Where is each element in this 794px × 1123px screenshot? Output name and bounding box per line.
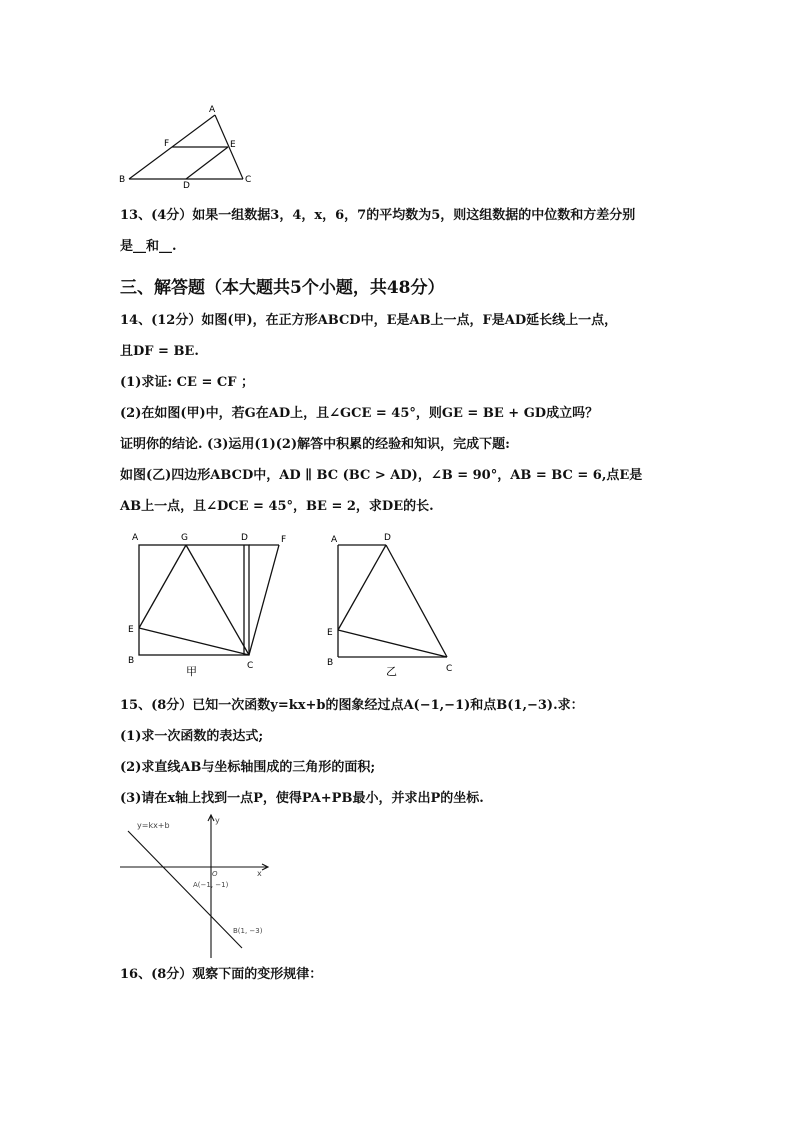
label-A: A: [209, 105, 216, 115]
yi-caption: 乙: [386, 665, 397, 678]
jia-label-D: D: [241, 533, 248, 543]
q14-line7: AB上一点，且∠DCE = 45°，BE = 2，求DE的长.: [120, 499, 434, 514]
yi-label-A: A: [331, 535, 338, 545]
yi-label-D: D: [384, 533, 391, 543]
function-line: [128, 831, 242, 948]
yi-label-B: B: [327, 658, 334, 668]
jia-label-C: C: [247, 661, 254, 671]
q14-line4: (2)在如图(甲)中，若G在AD上，且∠GCE = 45°，则GE = BE + GD成立吗？: [120, 406, 599, 421]
label-B: B: [119, 175, 126, 185]
graph-x-label: x: [257, 869, 262, 878]
jia-label-E: E: [128, 625, 134, 635]
yi-label-C: C: [446, 664, 453, 674]
label-F: F: [164, 139, 170, 149]
q14-line6: 如图(乙)四边形ABCD中，AD ∥ BC (BC > AD)，∠B = 90°，AB = BC = 6,点E是: [120, 468, 643, 483]
jia-label-A: A: [132, 533, 139, 543]
q14-line5: 证明你的结论. (3)运用(1)(2)解答中积累的经验和知识，完成下题:: [120, 437, 510, 452]
q15-line4: (3)请在x轴上找到一点P，使得PA+PB最小，并求出P的坐标.: [120, 791, 484, 806]
q14-line3: (1)求证: CE = CF ；: [120, 375, 254, 390]
q14-line2: 且DF = BE.: [120, 344, 199, 359]
q13-line2: 是__和__.: [120, 239, 177, 254]
graph-point-b-label: B(1, −3): [233, 927, 263, 935]
graph-point-a-label: A(−1, −1): [193, 881, 229, 889]
yi-label-E: E: [327, 628, 333, 638]
jia-label-B: B: [128, 656, 135, 666]
q14-line1: 14、(12分）如图(甲)，在正方形ABCD中，E是AB上一点，F是AD延长线上一点，: [120, 313, 618, 328]
section-title: 三、解答题（本大题共5个小题，共48分）: [120, 278, 445, 298]
graph-line-label: y=kx+b: [137, 821, 170, 830]
jia-label-G: G: [181, 533, 188, 543]
jia-caption: 甲: [186, 665, 197, 678]
jia-label-F: F: [281, 535, 287, 545]
label-D: D: [183, 181, 190, 191]
label-E: E: [230, 140, 236, 150]
q15-line1: 15、(8分）已知一次函数y=kx+b的图象经过点A(−1,−1)和点B(1,−3).求：: [120, 698, 584, 713]
graph-origin-label: O: [212, 870, 218, 878]
q16-line1: 16、(8分）观察下面的变形规律：: [120, 967, 323, 982]
q15-line3: (2)求直线AB与坐标轴围成的三角形的面积;: [120, 760, 376, 775]
label-C: C: [245, 175, 252, 185]
graph-y-label: y: [215, 816, 220, 825]
q13-line1: 13、(4分）如果一组数据3，4，x，6，7的平均数为5，则这组数据的中位数和方差分别: [120, 208, 636, 223]
q15-line2: (1)求一次函数的表达式;: [120, 729, 264, 744]
